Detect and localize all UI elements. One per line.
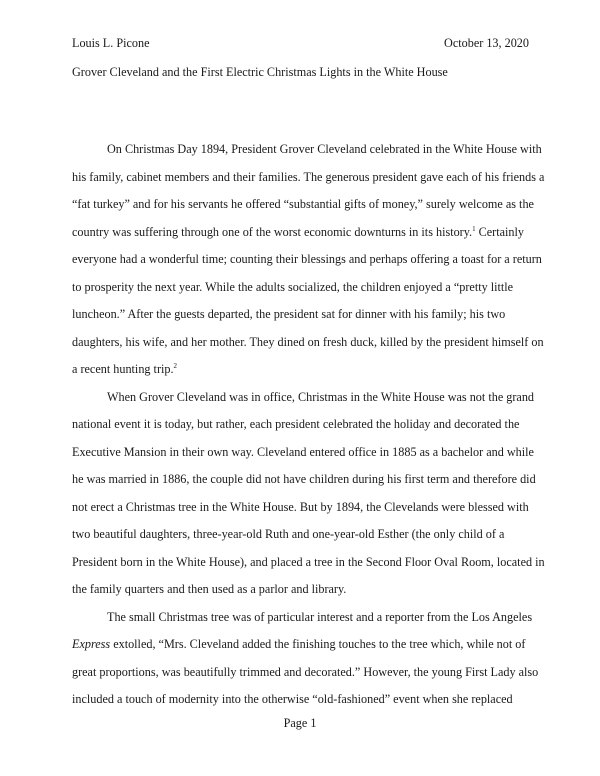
paragraph-2-line-8: the family quarters and then used as a parlor and library.	[72, 582, 347, 596]
paragraph-1-line-6: to prosperity the next year. While the adults socialized, the children enjoyed a “pretty little	[72, 279, 514, 294]
paragraph-2-line-6: two beautiful daughters, three-year-old Ruth and one-year-old Esther (the only child of a	[72, 527, 505, 541]
paragraph-3-line-3: great proportions, was beautifully trimmed and decorated.” However, the young First Lady also	[72, 664, 539, 679]
paragraph-1-line-9-text: a recent hunting trip.	[72, 362, 174, 376]
paragraph-2-line-4: he was married in 1886, the couple did not have children during his first term and therefore did	[72, 472, 536, 486]
paragraph-2-line-3: Executive Mansion in their own way. Cleveland entered office in 1885 as a bachelor and while	[72, 444, 534, 459]
paragraph-3-line-1: The small Christmas tree was of particular interest and a reporter from the Los Angeles	[107, 609, 533, 624]
newspaper-name: Express	[72, 637, 111, 651]
paragraph-1-line-4-text: country was suffering through one of the worst economic downturns in its history.	[72, 224, 473, 239]
page-footer	[0, 716, 600, 730]
paragraph-2-line-5: not erect a Christmas tree in the White House. But by 1894, the Clevelands were blessed with	[72, 499, 529, 514]
paragraph-1-line-4	[72, 219, 530, 247]
page-header	[72, 36, 529, 50]
paragraph-1-line-7: luncheon.” After the guests departed, the president sat for dinner with his family; his two	[72, 307, 506, 321]
paragraph-1-line-3: “fat turkey” and for his servants he offered “substantial gifts of money,” surely welcome as the	[72, 197, 534, 211]
footnote-ref-1[interactable]: 1	[472, 224, 476, 233]
document-title: Grover Cleveland and the First Electric Christmas Lights in the White House	[72, 65, 448, 79]
document-body	[72, 136, 545, 714]
author-name: Louis L. Picone	[72, 36, 150, 50]
paragraph-1-line-9	[72, 356, 530, 384]
paragraph-1-line-5: everyone had a wonderful time; counting their blessings and perhaps offering a toast for a return	[72, 252, 542, 266]
paragraph-1-line-4-tail: Certainly	[475, 224, 524, 239]
paragraph-3-line-4: included a touch of modernity into the otherwise “old-fashioned” event when she replaced	[72, 692, 513, 706]
header-date: October 13, 2020	[444, 36, 529, 50]
paragraph-3-line-2	[72, 631, 530, 659]
paragraph-1-line-2: his family, cabinet members and their families. The generous president gave each of his friends a	[72, 169, 545, 184]
paragraph-1-line-1: On Christmas Day 1894, President Grover Cleveland celebrated in the White House with	[107, 142, 542, 156]
footnote-ref-2[interactable]: 2	[173, 361, 178, 370]
paragraph-1-line-8: daughters, his wife, and her mother. They dined on fresh duck, killed by the president himself on	[72, 334, 544, 349]
paragraph-2-line-1: When Grover Cleveland was in office, Christmas in the White House was not the grand	[107, 389, 535, 404]
page-number: Page 1	[283, 716, 317, 730]
paragraph-2-line-7: President born in the White House), and placed a tree in the Second Floor Oval Room, located in	[72, 554, 545, 569]
paragraph-2-line-2: national event it is today, but rather, each president celebrated the holiday and decorated the	[72, 417, 520, 431]
paragraph-3-line-2-text: extolled, “Mrs. Cleveland added the finishing touches to the tree which, while not of	[113, 637, 526, 651]
